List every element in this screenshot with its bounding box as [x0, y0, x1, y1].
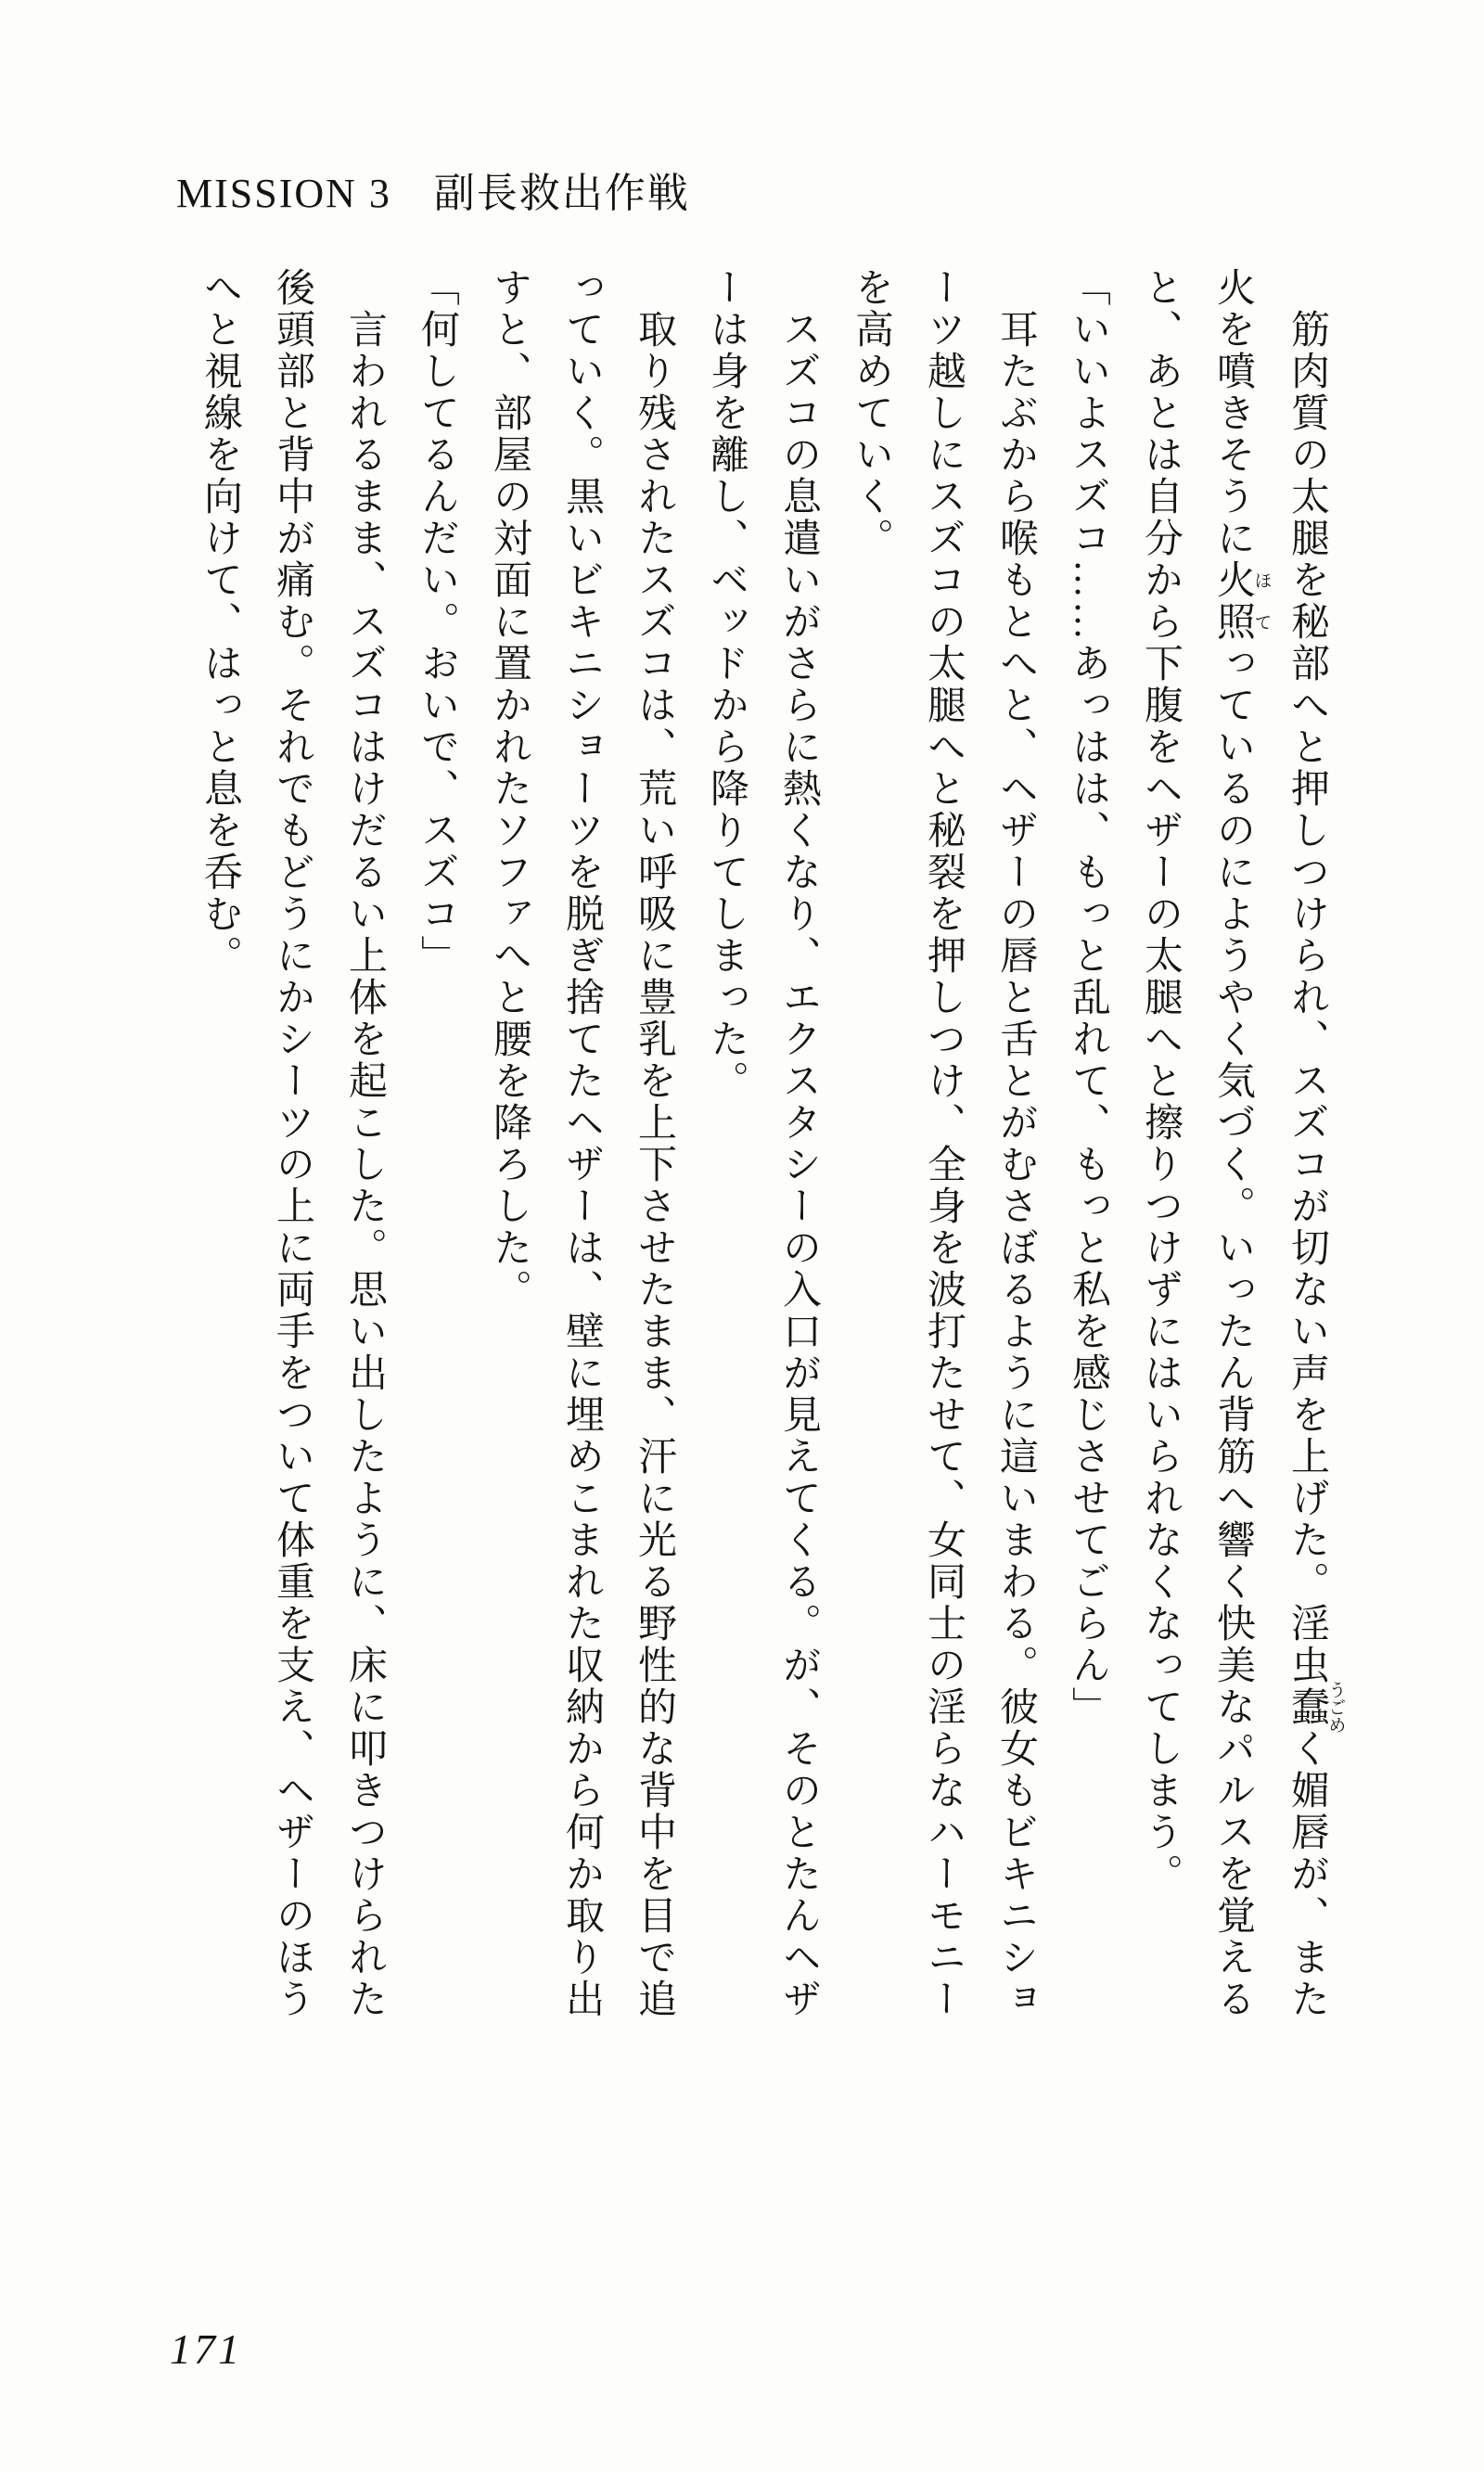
furigana-ruby: 火照ほて — [1211, 559, 1272, 643]
text-column: 後頭部と背中が痛む。それでもどうにかシーツの上に両手をついて体重を支え、ヘザーのほう — [271, 267, 313, 2020]
text-column: と、あとは自分から下腹をヘザーの太腿へと擦りつけずにはいられなくなってしまう。 — [1139, 267, 1182, 1895]
text-column: スズコの息遣いがさらに熱くなり、エクスタシーの入口が見えてくる。が、そのとたんヘザ — [777, 309, 820, 2020]
text-column: 言われるまま、スズコはけだるい上体を起こした。思い出したように、床に叩きつけられた — [343, 309, 386, 2020]
text-column: 「いいよスズコ……あっはは、もっと乱れて、もっと私を感じさせてごらん」 — [1067, 267, 1109, 1728]
text-column: 火を噴きそうに火照ほてっているのにようやく気づく。いったん背筋へ響く快美なパルスを覚える — [1211, 267, 1272, 2020]
text-column: ーは身を離し、ベッドから降りてしまった。 — [705, 267, 748, 1102]
text-column: へと視線を向けて、はっと息を呑む。 — [198, 267, 241, 977]
text-block — [184, 267, 1345, 2048]
furigana-ruby: 蠢うごめ — [1286, 1681, 1346, 1734]
text-column: ーツ越しにスズコの太腿へと秘裂を押しつけ、全身を波打たせて、女同士の淫らなハーモニー — [922, 267, 965, 2020]
chapter-header: MISSION 3 副長救出作戦 — [176, 171, 690, 216]
text-column: 耳たぶから喉もとへと、ヘザーの唇と舌とがむさぼるように這いまわる。彼女もビキニショ — [994, 309, 1037, 2020]
page-number: 171 — [170, 2325, 242, 2373]
text-column: すと、部屋の対面に置かれたソファへと腰を降ろした。 — [488, 267, 531, 1311]
text-column: を高めていく。 — [850, 267, 892, 559]
text-column: 筋肉質の太腿を秘部へと押しつけられ、スズコが切ない声を上げた。淫虫蠢うごめく媚唇が、また — [1286, 309, 1346, 2020]
text-column: 「何してるんだい。おいで、スズコ」 — [416, 267, 458, 977]
text-column: 取り残されたスズコは、荒い呼吸に豊乳を上下させたまま、汗に光る野性的な背中を目で追 — [633, 309, 675, 2020]
text-column: っていく。黒いビキニショーツを脱ぎ捨てたヘザーは、壁に埋めこまれた収納から何か取り出 — [560, 267, 603, 2020]
